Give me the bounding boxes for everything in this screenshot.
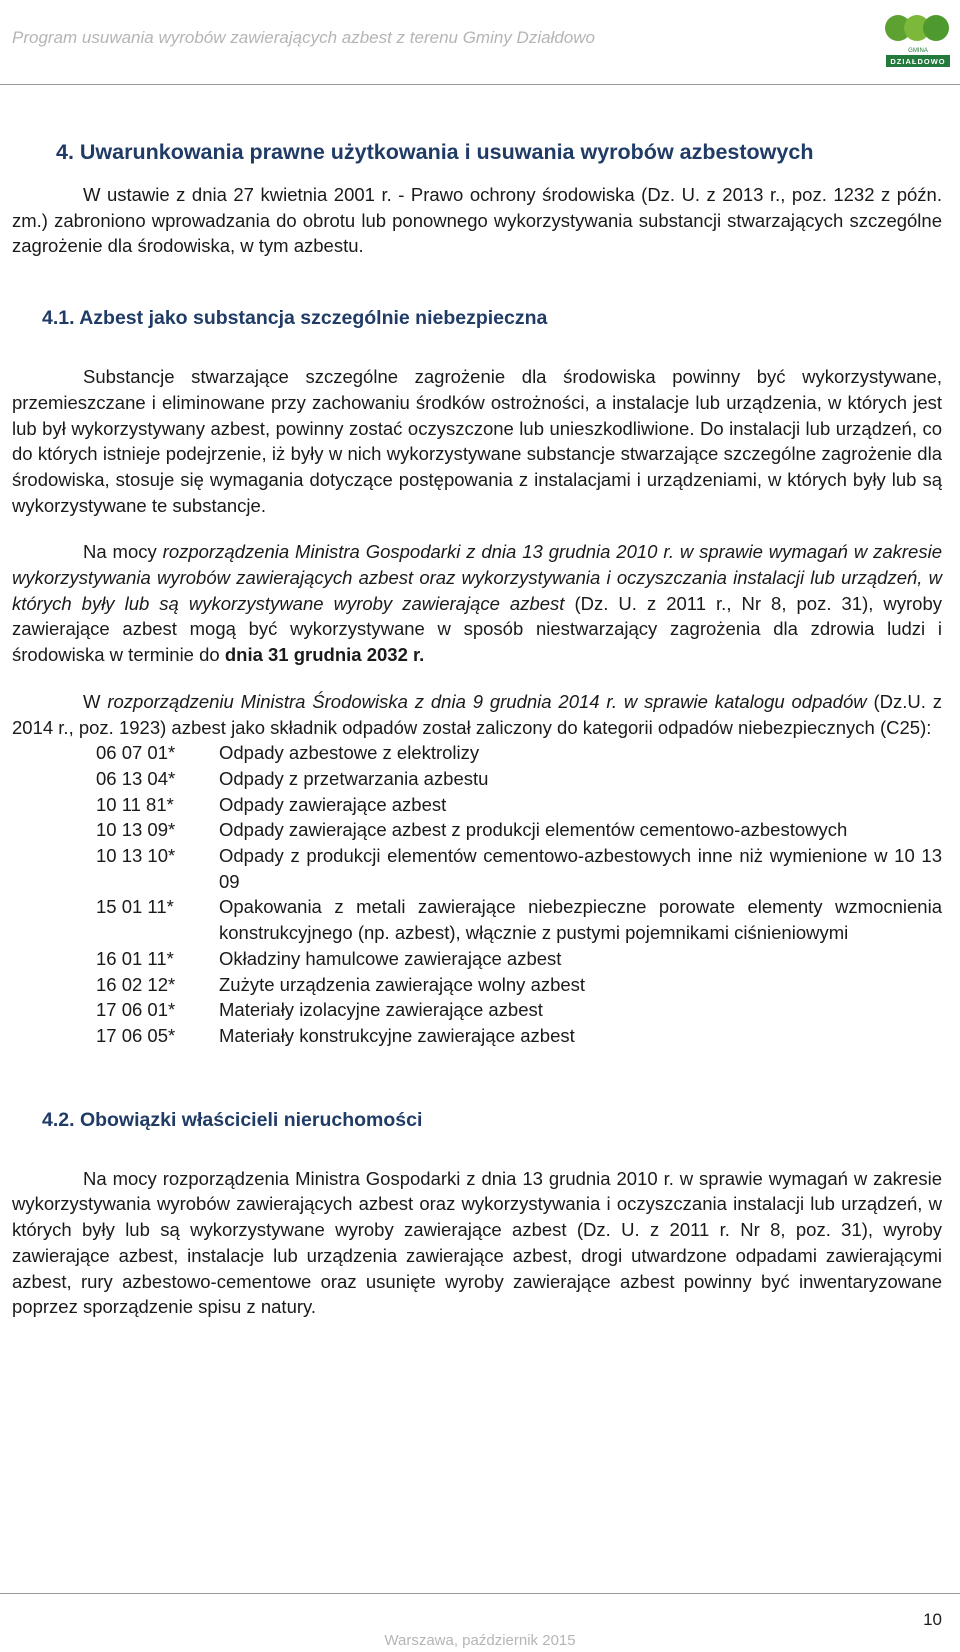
section-4-1-heading: 4.1. Azbest jako substancja szczególnie niebezpieczna xyxy=(42,307,548,330)
waste-code: 17 06 01* xyxy=(96,999,176,1021)
waste-description: Odpady z produkcji elementów cementowo-azbestowych inne niż wymienione w 10 13 09 xyxy=(219,845,942,892)
waste-code: 16 01 11* xyxy=(96,947,174,969)
waste-code: 10 13 10* xyxy=(96,845,176,867)
gmina-dzialdowo-logo xyxy=(880,8,956,70)
waste-description: Odpady azbestowe z elektrolizy xyxy=(219,742,480,764)
waste-description: Odpady zawierające azbest xyxy=(219,793,447,815)
waste-description: Zużyte urządzenia zawierające wolny azbest xyxy=(219,973,586,995)
section-4-intro: W ustawie z dnia 27 kwietnia 2001 r. - Prawo ochrony środowiska (Dz. U. z 2013 r., poz. 1232 z późn. zm.) zabroniono wprowadzania do obrotu lub ponownego wykorzystywania substancji stwarzających szczególne zagrożenie dla środowiska, w tym azbestu. xyxy=(12,184,942,257)
waste-code-row xyxy=(96,1023,942,1049)
waste-code-row xyxy=(96,946,942,972)
waste-description: Opakowania z metali zawierające niebezpieczne porowate elementy wzmocnienia konstrukcyjnego (np. azbest), włącznie z pustymi pojemnikami ciśnieniowymi xyxy=(219,896,942,944)
waste-code-row xyxy=(96,843,942,894)
waste-description: Materiały konstrukcyjne zawierające azbest xyxy=(219,1024,575,1046)
waste-code: 06 07 01* xyxy=(96,742,176,764)
waste-code: 17 06 05* xyxy=(96,1024,176,1046)
header-rule xyxy=(0,84,960,85)
section-4-1-paragraph-2: Na mocy rozporządzenia Ministra Gospodarki z dnia 13 grudnia 2010 r. w sprawie wymagań w zakresie wykorzystywania wyrobów zawierających azbest oraz wykorzystywania i oczyszczania instalacji lub urządzeń, w których były lub są wykorzystywane wyroby zawierające azbest (Dz. U. z 2011 r., Nr 8, poz. 31), wyroby zawierające azbest mogą być wykorzystywane w sposób niestwarzający zagrożenia dla zdrowia ludzi i środowiska w terminie do dnia 31 grudnia 2032 r. xyxy=(12,541,942,666)
running-header-title: Program usuwania wyrobów zawierających azbest z terenu Gminy Działdowo xyxy=(12,28,595,47)
section-4-heading: 4. Uwarunkowania prawne użytkowania i usuwania wyrobów azbestowych xyxy=(56,140,814,164)
page-number: 10 xyxy=(923,1610,942,1629)
logo-circle-right xyxy=(923,15,949,41)
waste-code-row xyxy=(96,817,942,843)
page-content xyxy=(12,140,942,1320)
waste-code-row xyxy=(96,972,942,998)
waste-code-row xyxy=(96,740,942,766)
waste-code-row xyxy=(96,894,942,945)
waste-code: 06 13 04* xyxy=(96,767,176,789)
waste-description: Materiały izolacyjne zawierające azbest xyxy=(219,999,543,1021)
footer-place-date: Warszawa, październik 2015 xyxy=(384,1632,576,1649)
section-4-2-paragraph: Na mocy rozporządzenia Ministra Gospodarki z dnia 13 grudnia 2010 r. w sprawie wymagań w zakresie wykorzystywania wyrobów zawierających azbest oraz wykorzystywania i oczyszczania instalacji lub urządzeń, w których były lub są wykorzystywane wyroby zawierające azbest (Dz. U. z 2011 r. Nr 8, poz. 31), wyroby zawierające azbest, instalacje lub urządzenia zawierające azbest, drogi utwardzone odpadami zawierającymi azbest, rury azbestowo-cementowe oraz usunięte wyroby zawierające azbest powinny być inwentaryzowane poprzez sporządzenie spisu z natury. xyxy=(12,1167,942,1318)
waste-code: 16 02 12* xyxy=(96,973,176,995)
waste-code: 15 01 11* xyxy=(96,896,174,918)
waste-codes-list xyxy=(96,740,942,1048)
section-4-1-paragraph-3: W rozporządzeniu Ministra Środowiska z dnia 9 grudnia 2014 r. w sprawie katalogu odpadów (Dz.U. z 2014 r., poz. 1923) azbest jako składnik odpadów został zaliczony do kategorii odpadów niebezpiecznych (C25): xyxy=(12,690,942,738)
waste-code-row xyxy=(96,997,942,1023)
waste-code-row xyxy=(96,792,942,818)
waste-code-row xyxy=(96,766,942,792)
waste-code: 10 13 09* xyxy=(96,819,176,841)
logo-top-text: GMINA xyxy=(908,48,928,54)
waste-description: Odpady zawierające azbest z produkcji elementów cementowo-azbestowych xyxy=(219,819,848,841)
waste-description: Okładziny hamulcowe zawierające azbest xyxy=(219,947,562,969)
section-4-1-paragraph-1: Substancje stwarzające szczególne zagrożenie dla środowiska powinny być wykorzystywane, przemieszczane i eliminowane przy zachowaniu środków ostrożności, a instalacje lub urządzenia, w których jest lub był wykorzystywany azbest, powinny zostać oczyszczone lub unieszkodliwione. Do instalacji lub urządzeń, co do których istnieje podejrzenie, iż były w nich wykorzystywane substancje stwarzające szczególne zagrożenie dla środowiska, stosuje się wymagania dotyczące postępowania z instalacjami i urządzeniami, w których były lub są wykorzystywane te substancje. xyxy=(12,366,942,516)
logo-bottom-text: DZIAŁDOWO xyxy=(890,57,946,66)
section-4-2-heading: 4.2. Obowiązki właścicieli nieruchomości xyxy=(42,1108,423,1131)
footer-rule xyxy=(0,1593,960,1594)
waste-code: 10 11 81* xyxy=(96,793,174,815)
waste-description: Odpady z przetwarzania azbestu xyxy=(219,767,489,789)
